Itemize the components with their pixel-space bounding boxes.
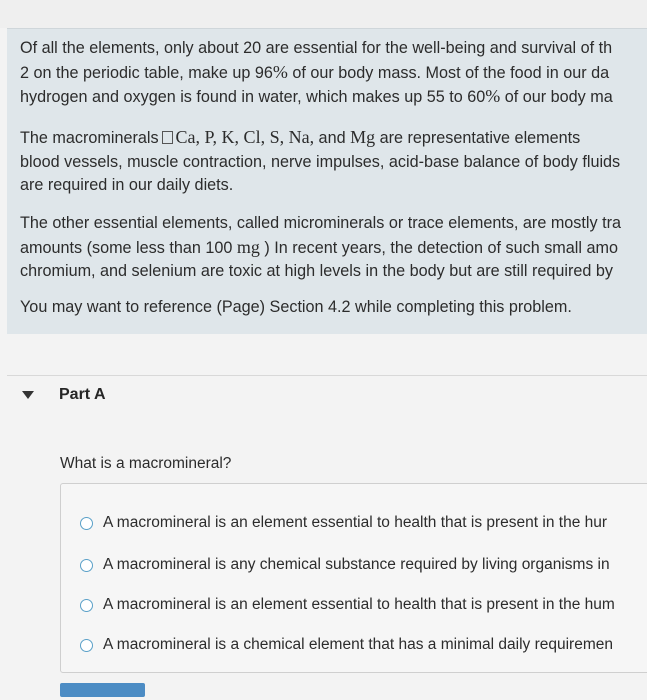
collapse-triangle-icon[interactable]	[22, 391, 34, 399]
option-label: A macromineral is a chemical element that has a minimal daily requiremen	[103, 636, 613, 653]
answer-option-2[interactable]	[80, 556, 610, 574]
intro-p3-line3: chromium, and selenium are toxic at high levels in the body but are still required by	[20, 262, 613, 280]
element-symbols: Ca, P, K, Cl, S, Na,	[175, 127, 315, 147]
option-label: A macromineral is an element essential to health that is present in the hum	[103, 596, 615, 613]
intro-p2-line1b: are representative elements	[375, 129, 581, 147]
intro-paragraph-3	[20, 212, 647, 284]
intro-p2-line3: are required in our daily diets.	[20, 176, 234, 194]
option-label: A macromineral is any chemical substance required by living organisms in	[103, 556, 610, 573]
reference-note: You may want to reference (Page) Section 4.2 while completing this problem.	[20, 298, 572, 316]
intro-p2-line2: blood vessels, muscle contraction, nerve impulses, acid-base balance of body fluids	[20, 152, 621, 171]
submit-button[interactable]	[60, 683, 145, 697]
intro-paragraph-2	[20, 126, 647, 198]
part-title: Part A	[59, 386, 106, 403]
radio-button-icon[interactable]	[80, 517, 93, 530]
question-text: What is a macromineral?	[60, 455, 232, 472]
intro-p1-line1: Of all the elements, only about 20 are essential for the well-being and survival of th	[20, 39, 613, 57]
answer-option-4[interactable]	[80, 636, 613, 654]
missing-glyph-box-icon	[162, 131, 173, 144]
unit-mg: mg	[236, 236, 260, 257]
top-strip	[0, 0, 647, 28]
answer-option-3[interactable]	[80, 596, 615, 614]
radio-button-icon[interactable]	[80, 559, 93, 572]
intro-p2-line1a: The macrominerals	[20, 129, 159, 147]
answer-option-1[interactable]	[80, 514, 607, 532]
intro-p1-line3b: of our body ma	[500, 88, 613, 106]
radio-button-icon[interactable]	[80, 599, 93, 612]
intro-p1-line2a: 2 on the periodic table, make up 96	[20, 63, 273, 82]
element-mg: Mg	[350, 127, 376, 147]
intro-p2-and: and	[314, 129, 351, 147]
intro-p1-line3a: hydrogen and oxygen is found in water, which makes up 55 to 60	[20, 88, 486, 106]
intro-p3-line1: The other essential elements, called microminerals or trace elements, are mostly tra	[20, 214, 621, 232]
radio-button-icon[interactable]	[80, 639, 93, 652]
intro-paragraph-1	[20, 37, 647, 110]
intro-p3-line2b: ) In recent years, the detection of such small amo	[259, 238, 618, 257]
percent-symbol: %	[272, 61, 288, 82]
part-a-toggle[interactable]	[22, 386, 106, 404]
percent-symbol: %	[485, 86, 501, 106]
option-label: A macromineral is an element essential to health that is present in the hur	[103, 514, 608, 531]
intro-p1-line2b: of our body mass. Most of the food in our da	[287, 63, 610, 82]
intro-p3-line2a: amounts (some less than 100	[20, 238, 237, 257]
